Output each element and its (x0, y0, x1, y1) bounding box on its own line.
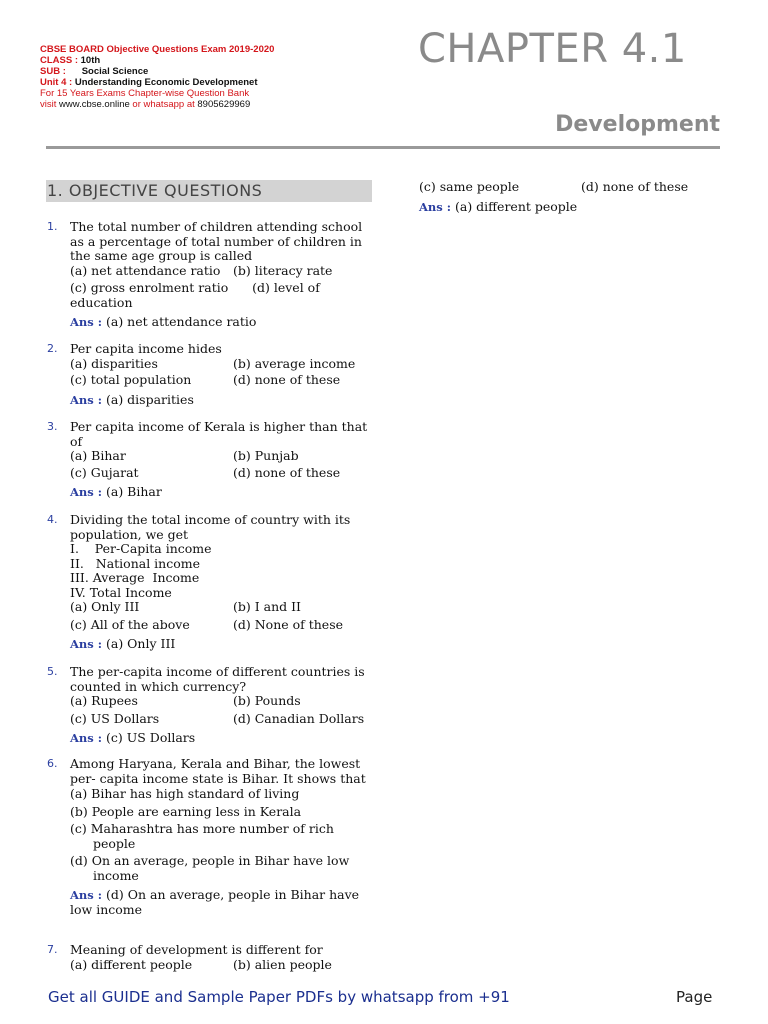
answer-text: (a) Only III (106, 636, 176, 651)
option-d: (d) On an average, people in Bihar have low income (70, 853, 350, 883)
question-2 (47, 341, 375, 407)
question-number: 1. (47, 220, 58, 233)
option-b: (b) Punjab (233, 448, 299, 463)
question-text: Per capita income of Kerala is higher than that of (70, 419, 368, 449)
option-b: (b) average income (233, 355, 356, 371)
option-a: (a) Rupees (70, 693, 138, 708)
header-info (40, 44, 274, 110)
question-number: 5. (47, 665, 58, 678)
option-c: (c) Gujarat (70, 464, 139, 480)
question-7 (47, 942, 375, 972)
answer-label: Ans : (70, 731, 103, 745)
option-c: (c) same people (419, 179, 520, 194)
question-6 (47, 756, 375, 917)
question-text: Per capita income hides (70, 341, 222, 356)
question-7-continued (419, 180, 719, 214)
option-a: (a) Bihar has high standard of living (70, 786, 300, 801)
option-b: (b) alien people (233, 956, 332, 972)
visit-label: visit (40, 99, 57, 110)
answer-text: (a) Bihar (106, 484, 162, 499)
whatsapp-label: or whatsapp at (132, 99, 195, 110)
option-c: (c) All of the above (70, 616, 190, 632)
option-b: (b) I and II (233, 599, 301, 614)
sub-label: SUB : (40, 66, 66, 77)
footer-promo[interactable]: Get all GUIDE and Sample Paper PDFs by whatsapp from +91 (48, 988, 510, 1006)
chapter-title: CHAPTER 4.1 (418, 26, 687, 72)
topic-title: Development (555, 112, 720, 137)
option-b: (b) Pounds (233, 693, 301, 708)
answer-label: Ans : (70, 888, 103, 902)
class-label: CLASS : (40, 55, 78, 66)
option-b: (b) People are earning less in Kerala (70, 803, 302, 819)
answer-label: Ans : (70, 392, 103, 407)
question-1 (47, 219, 375, 330)
question-text: Dividing the total income of country with its population, we get (70, 512, 351, 542)
section-title: 1. OBJECTIVE QUESTIONS (46, 180, 372, 202)
question-3 (47, 419, 375, 500)
statement-item: II. National income (70, 555, 201, 571)
option-c: (c) Maharashtra has more number of rich people (70, 821, 334, 851)
page-label: Page (676, 988, 713, 1006)
question-number: 4. (47, 513, 58, 526)
answer-text: (a) different people (455, 198, 578, 214)
statement-item: III. Average Income (70, 570, 200, 585)
answer-label: Ans : (70, 315, 103, 329)
answer-label: Ans : (70, 485, 103, 499)
sub-value: Social Science (81, 66, 149, 77)
answer-label: Ans : (419, 199, 452, 214)
answer-text: (d) On an average, people in Bihar have low income (70, 887, 360, 917)
question-number: 2. (47, 342, 58, 355)
option-c: (c) gross enrolment ratio (70, 280, 229, 295)
board-title: CBSE BOARD Objective Questions Exam 2019-2020 (40, 44, 275, 55)
answer-text: (a) disparities (106, 391, 194, 407)
class-value: 10th (80, 55, 101, 66)
question-5 (47, 664, 375, 746)
unit-label: Unit 4 : (40, 77, 73, 88)
option-d: (d) level of education (70, 280, 320, 310)
question-number: 7. (47, 943, 58, 956)
option-a: (a) disparities (70, 355, 158, 371)
option-a: (a) Only III (70, 599, 140, 614)
option-a: (a) net attendance ratio (70, 262, 221, 278)
answer-text: (a) net attendance ratio (106, 314, 257, 329)
question-number: 6. (47, 757, 58, 770)
header-divider (46, 146, 720, 149)
statement-item: I. Per-Capita income (70, 541, 212, 556)
statement-item: IV. Total Income (70, 584, 172, 600)
unit-value: Understanding Economic Developmenet (74, 77, 258, 88)
option-c: (c) US Dollars (70, 710, 160, 726)
option-a: (a) Bihar (70, 448, 126, 463)
question-text: Meaning of development is different for (70, 942, 323, 957)
phone-number: 8905629969 (197, 99, 251, 110)
question-text: The total number of children attending school as a percentage of total number of children in the same age group is called (70, 219, 363, 263)
bank-note: For 15 Years Exams Chapter-wise Question Bank (40, 88, 250, 99)
question-4 (47, 512, 375, 652)
option-d: (d) None of these (233, 616, 344, 632)
answer-label: Ans : (70, 637, 103, 651)
site-link[interactable]: www.cbse.online (59, 99, 130, 110)
option-b: (b) literacy rate (233, 262, 333, 278)
answer-text: (c) US Dollars (106, 730, 196, 745)
option-d: (d) Canadian Dollars (233, 710, 365, 726)
option-d: (d) none of these (581, 179, 689, 194)
option-d: (d) none of these (233, 372, 341, 387)
question-text: Among Haryana, Kerala and Bihar, the lowest per- capita income state is Bihar. It shows that (70, 756, 366, 786)
option-a: (a) different people (70, 956, 193, 972)
option-d: (d) none of these (233, 464, 341, 480)
option-c: (c) total population (70, 372, 192, 387)
question-text: The per-capita income of different countries is counted in which currency? (70, 664, 365, 694)
question-number: 3. (47, 420, 58, 433)
